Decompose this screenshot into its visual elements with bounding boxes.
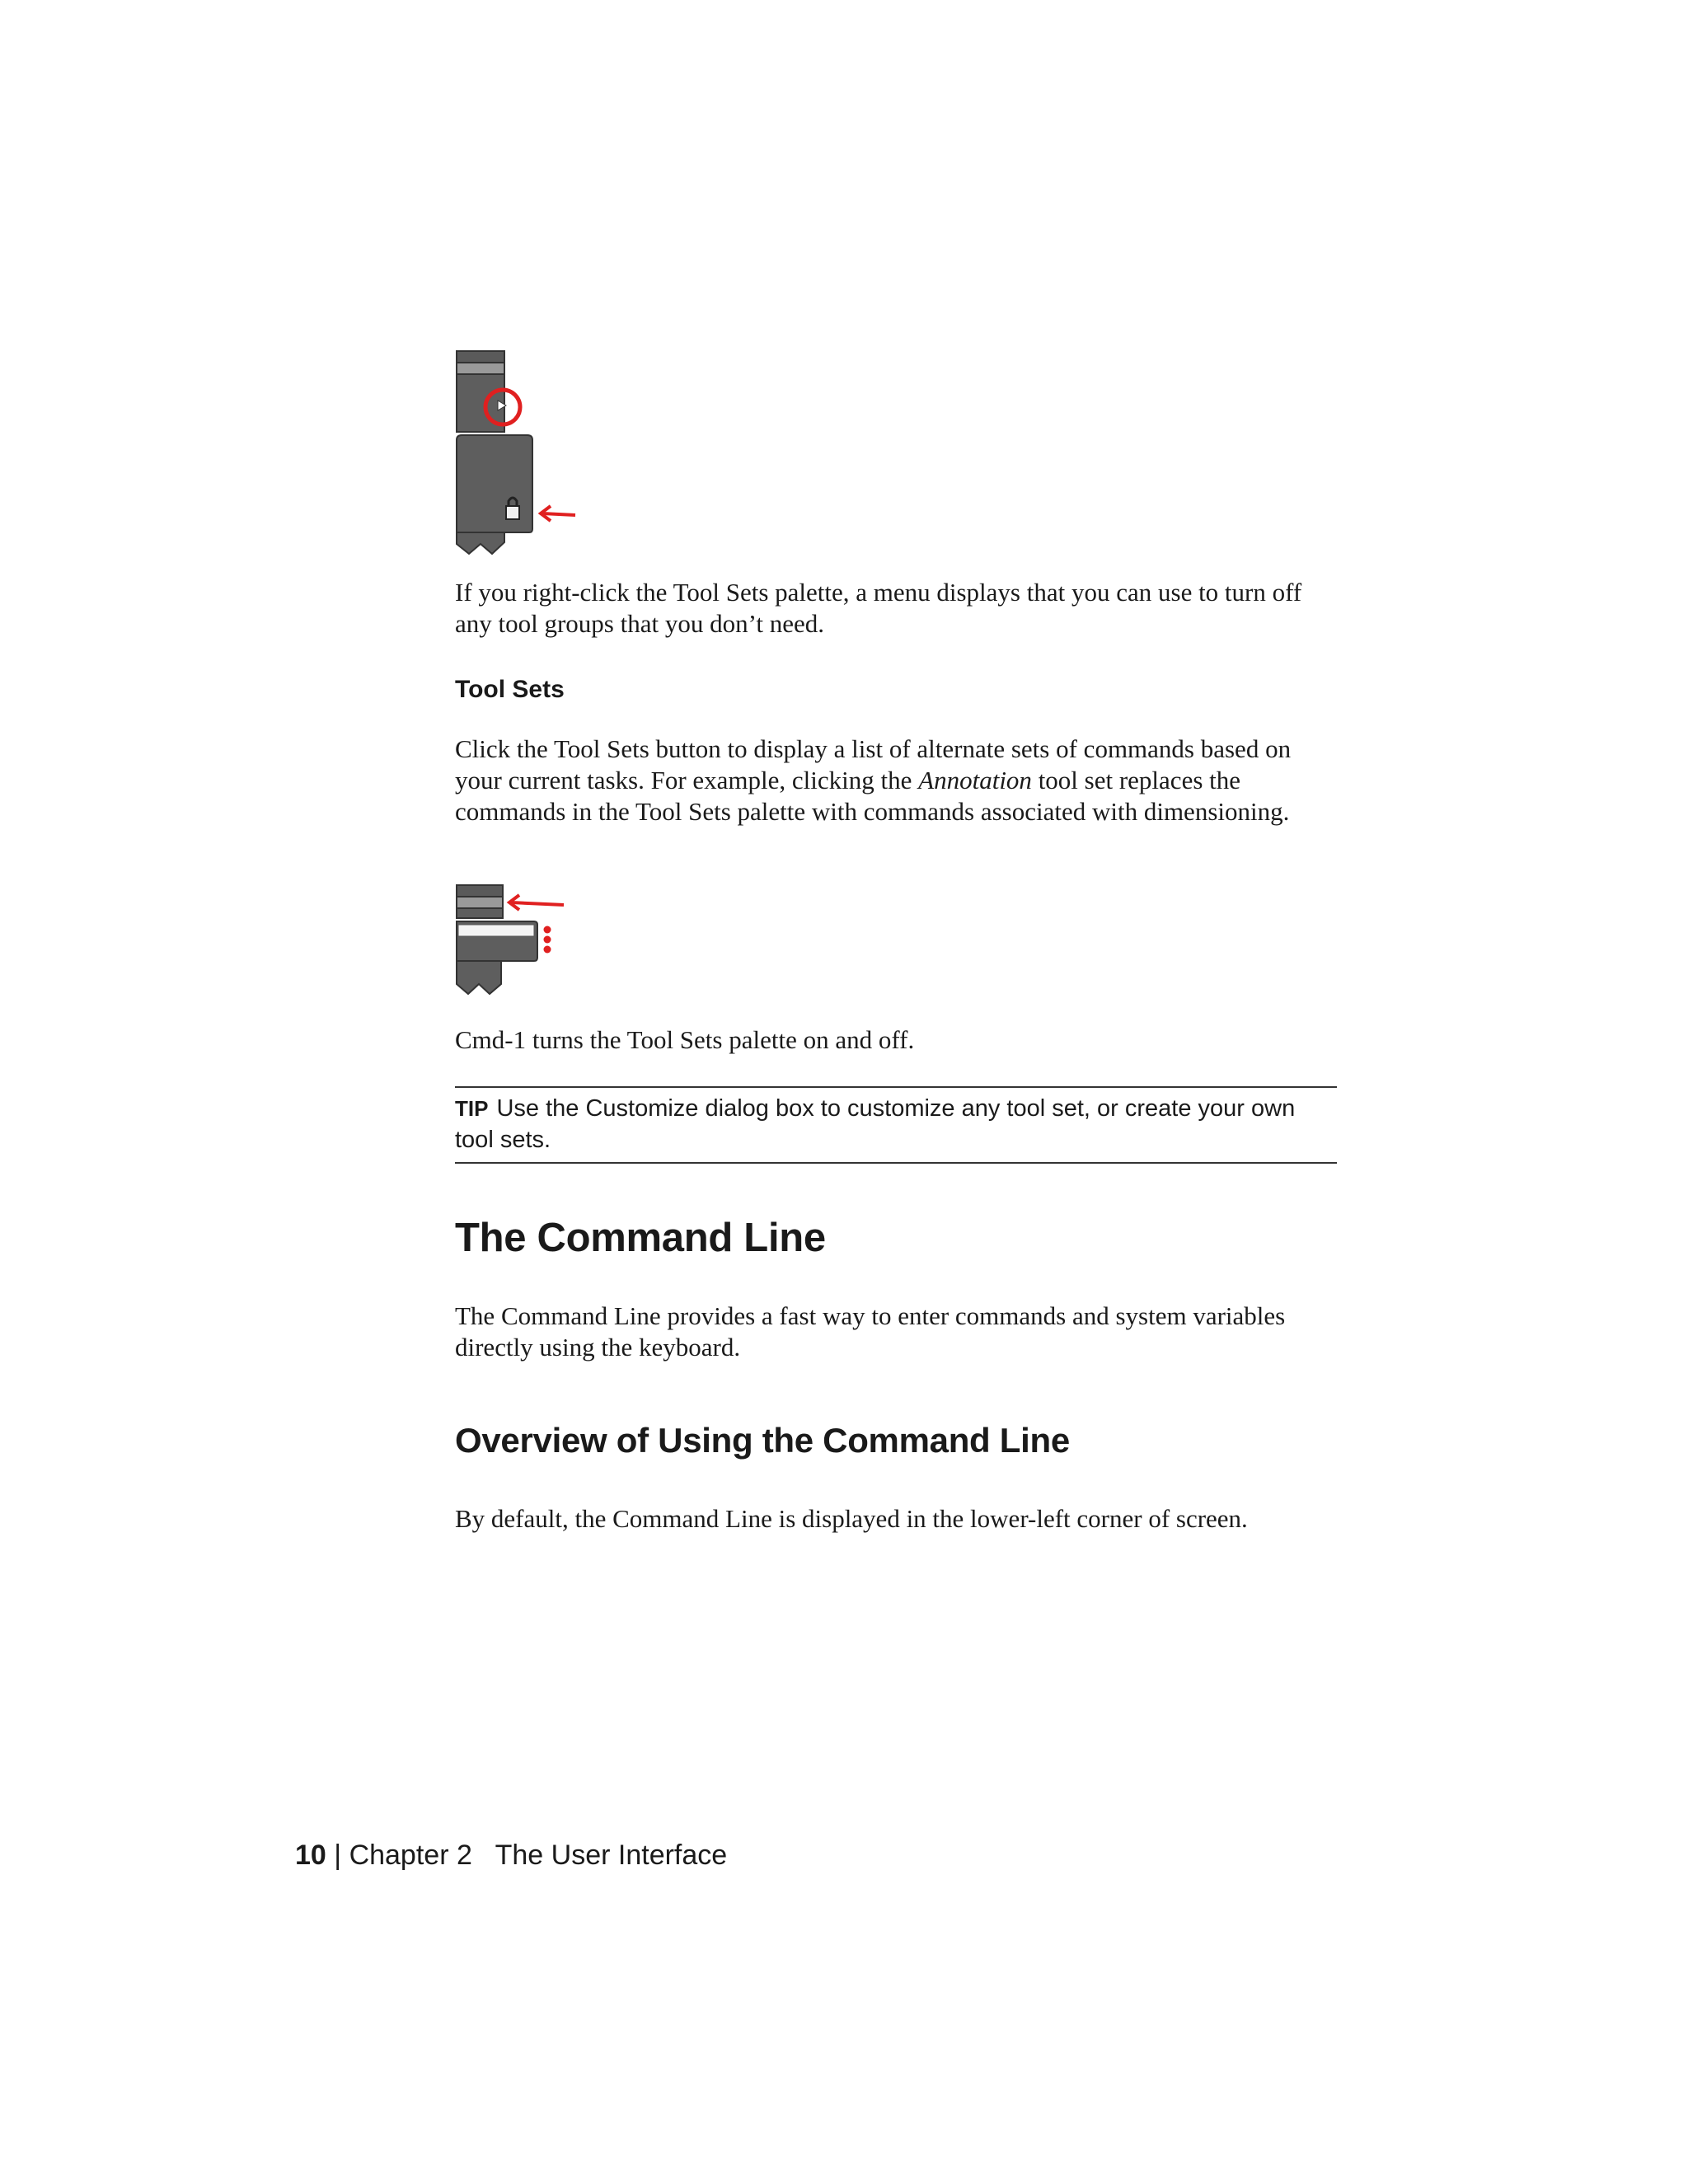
paragraph-tool-sets-text-a: Click the Tool Sets button to display a list of alternate sets of commands based on your current tasks. For example, clicking the bbox=[455, 734, 1292, 794]
left-arrow-icon bbox=[541, 506, 575, 521]
footer-chapter: Chapter 2 bbox=[349, 1840, 472, 1871]
paragraph-tool-sets-text-b: tool set replaces the commands in the Tool Sets palette with commands associated with dimensioning. bbox=[455, 766, 1290, 826]
heading-overview: Overview of Using the Command Line bbox=[455, 1421, 1070, 1460]
paragraph-tool-sets-button bbox=[455, 733, 1337, 827]
dots-icon bbox=[544, 926, 551, 954]
left-arrow-icon bbox=[509, 895, 564, 910]
tip-text: Use the Customize dialog box to customize any tool set, or create your own tool sets. bbox=[455, 1095, 1296, 1153]
tip-label: TIP bbox=[455, 1096, 489, 1121]
heading-command-line: The Command Line bbox=[455, 1216, 826, 1260]
tool-sets-button-illustration bbox=[455, 883, 579, 1003]
footer-title: The User Interface bbox=[495, 1840, 728, 1871]
paragraph-cmd-1: Cmd-1 turns the Tool Sets palette on and off. bbox=[455, 1025, 915, 1054]
heading-tool-sets: Tool Sets bbox=[455, 676, 565, 703]
page-footer bbox=[295, 1840, 727, 1872]
page-number: 10 bbox=[295, 1840, 326, 1871]
tool-sets-palette-figure bbox=[455, 349, 587, 560]
tool-sets-button-figure bbox=[455, 883, 579, 1003]
annotation-italic: Annotation bbox=[918, 766, 1032, 794]
footer-separator: | bbox=[326, 1840, 349, 1871]
tool-sets-palette-illustration bbox=[455, 349, 587, 560]
paragraph-default-location: By default, the Command Line is displayed in the lower-left corner of screen. bbox=[455, 1504, 1248, 1533]
paragraph-command-line: The Command Line provides a fast way to enter commands and system variables directly using the keyboard. bbox=[455, 1301, 1286, 1361]
tip-box bbox=[455, 1086, 1337, 1164]
paragraph-right-click: If you right-click the Tool Sets palette, a menu displays that you can use to turn off any tool groups that you don’t need. bbox=[455, 578, 1302, 638]
